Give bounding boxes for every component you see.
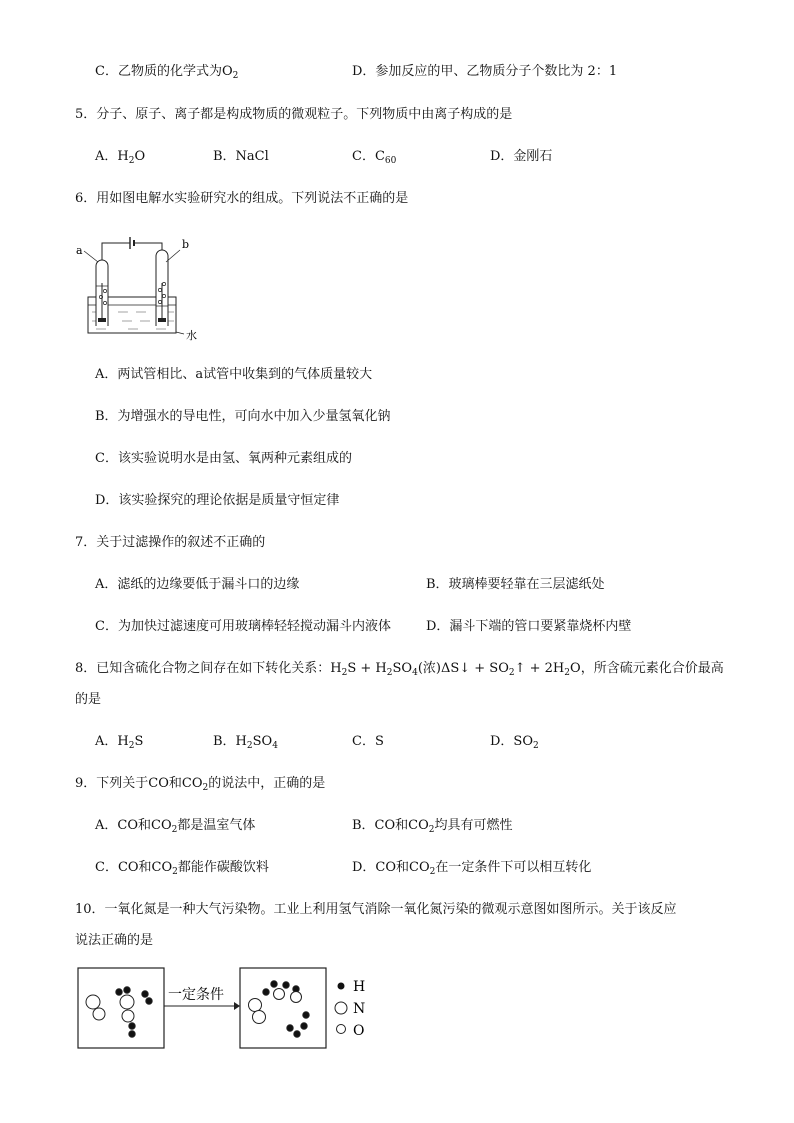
q4-option-c: C．乙物质的化学式为$O_2$ xyxy=(95,64,239,81)
q9-option-c: C．CO和$CO_2$都能作碳酸饮料 xyxy=(95,860,269,877)
q6-option-d: D．该实验探究的理论依据是质量守恒定律 xyxy=(95,493,340,508)
electrolysis-apparatus-figure xyxy=(72,228,212,344)
electrode-a xyxy=(98,318,106,322)
q6-option-b: B．为增强水的导电性，可向水中加入少量氢氧化钠 xyxy=(95,409,391,424)
legend-o-label: O xyxy=(353,1023,365,1039)
q5-option-b: B．NaCl xyxy=(213,149,269,164)
label-water: 水 xyxy=(186,329,197,342)
legend-n-symbol xyxy=(335,1002,347,1014)
q9-option-d: D．CO和$CO_2$在一定条件下可以相互转化 xyxy=(352,860,592,877)
legend-o-symbol xyxy=(337,1025,346,1034)
q8-stem: 8．已知含硫化合物之间存在如下转化关系：$H_2S + H_2SO_4$(浓)ΔS↓ + $SO_2↑ + 2H_2O$，所含硫元素化合价最高 xyxy=(75,661,724,678)
legend-h-label: H xyxy=(353,979,366,995)
q8-option-d: D．$SO_2$ xyxy=(490,734,539,751)
q5-option-d: D．金刚石 xyxy=(490,149,553,164)
q6-stem: 6．用如图电解水实验研究水的组成。下列说法不正确的是 xyxy=(75,191,409,206)
q8-stem-line2: 的是 xyxy=(75,692,102,707)
q7-option-a: A．滤纸的边缘要低于漏斗口的边缘 xyxy=(95,577,300,592)
q9-option-a: A．CO和$CO_2$都是温室气体 xyxy=(95,818,256,835)
legend-h-symbol xyxy=(338,983,345,990)
q9-stem: 9．下列关于CO和$CO_2$的说法中，正确的是 xyxy=(75,776,326,793)
electrode-b xyxy=(158,318,166,322)
q8-option-b: B．$H_2SO_4$ xyxy=(213,734,278,751)
q7-stem: 7．关于过滤操作的叙述不正确的 xyxy=(75,535,266,550)
q5-option-a: A．$H_2O$ xyxy=(95,149,146,166)
q7-option-b: B．玻璃棒要轻靠在三层滤纸处 xyxy=(426,577,605,592)
q5-stem: 5．分子、原子、离子都是构成物质的微观粒子。下列物质中由离子构成的是 xyxy=(75,107,513,122)
q6-option-a: A．两试管相比、a试管中收集到的气体质量较大 xyxy=(95,367,373,382)
product-molecules xyxy=(249,981,310,1037)
q8-equation: $H_2S + H_2SO_4$(浓)ΔS↓ + $SO_2↑ + 2H_2O$ xyxy=(330,661,581,678)
legend-n-label: N xyxy=(353,1001,366,1017)
arrow-label: 一定条件 xyxy=(168,987,224,1003)
q6-option-c: C．该实验说明水是由氢、氧两种元素组成的 xyxy=(95,451,352,466)
reaction-micro-diagram xyxy=(76,966,386,1052)
q4-option-d: D．参加反应的甲、乙物质分子个数比为 2：1 xyxy=(352,64,618,79)
q8-option-c: C．S xyxy=(352,734,384,749)
q5-option-c: C．$C_{60}$ xyxy=(352,149,397,166)
q10-stem: 10．一氧化氮是一种大气污染物。工业上利用氢气消除一氧化氮污染的微观示意图如图所示。关于该反应 xyxy=(75,902,677,917)
q8-option-a: A．$H_2S$ xyxy=(95,734,144,751)
q7-option-d: D．漏斗下端的管口要紧靠烧杯内壁 xyxy=(426,619,632,634)
q7-option-c: C．为加快过滤速度可用玻璃棒轻轻搅动漏斗内液体 xyxy=(95,619,391,634)
q9-option-b: B．CO和$CO_2$均具有可燃性 xyxy=(352,818,513,835)
label-b: b xyxy=(182,238,190,251)
reactant-molecules xyxy=(86,987,152,1037)
q10-stem-line2: 说法正确的是 xyxy=(75,933,154,948)
label-a: a xyxy=(76,244,83,257)
